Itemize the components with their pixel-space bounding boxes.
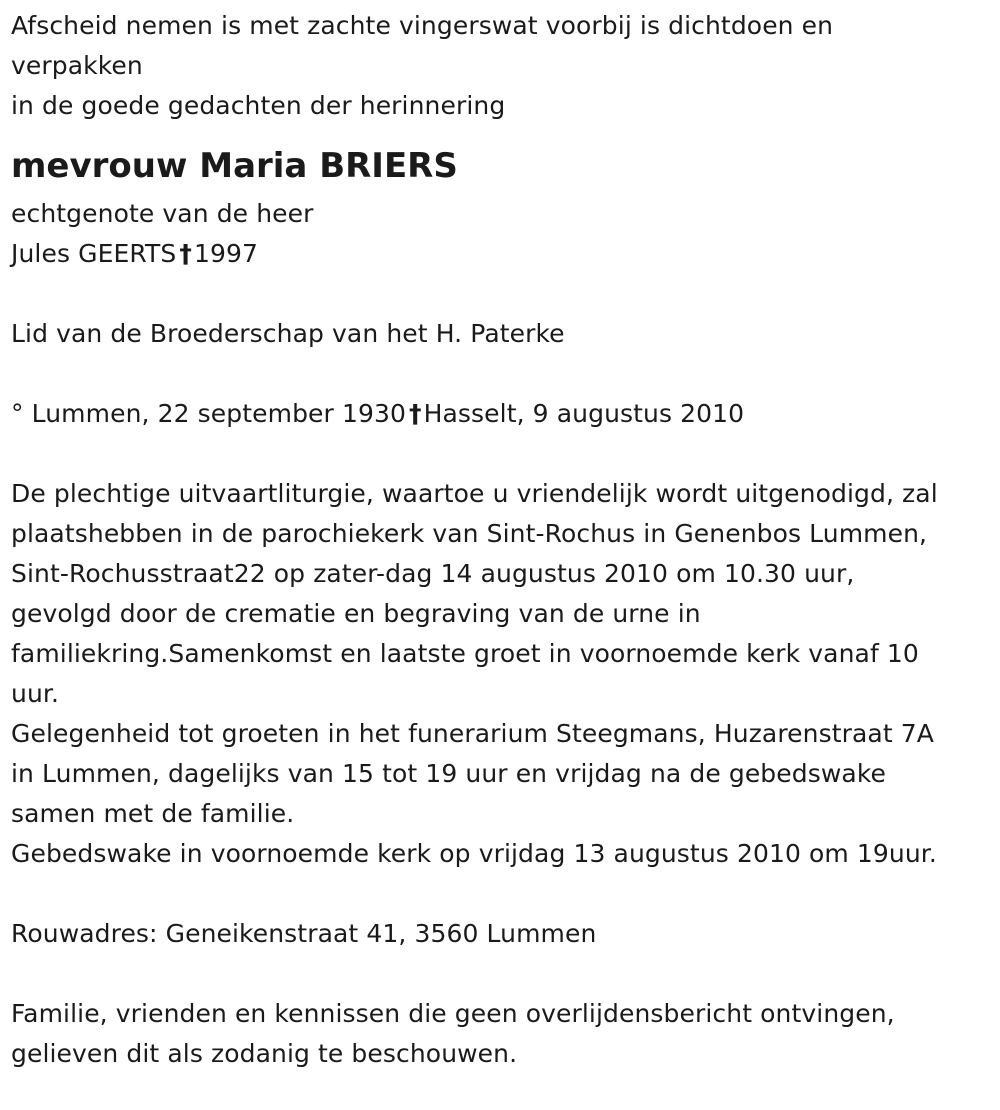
ceremony-line: familiekring.Samenkomst en laatste groet in voornoemde kerk vanaf 10 [11,639,919,668]
life-dates [11,394,996,434]
spacer [11,874,996,914]
ceremony-line: Gebedswake in voornoemde kerk op vrijdag 13 augustus 2010 om 19uur. [11,839,937,868]
poem-line: verpakken [11,51,143,80]
closing-line: gelieven dit als zodanig te beschouwen. [11,1039,518,1068]
ceremony-line: in Lummen, dagelijks van 15 tot 19 uur en vrijdag na de gebedswake [11,759,886,788]
cross-icon: † [408,399,422,428]
spacer [11,354,996,394]
spouse-info [11,234,996,274]
death-info: Hasselt, 9 augustus 2010 [423,399,745,428]
spacer [11,434,996,474]
spouse-name: Jules GEERTS [11,239,177,268]
closing-note [11,994,996,1074]
membership: Lid van de Broederschap van het H. Paterke [11,319,565,348]
cross-icon: † [179,239,192,268]
ceremony-line: Gelegenheid tot groeten in het funerarium Steegmans, Huzarenstraat 7A [11,719,934,748]
poem [11,6,996,126]
ceremony-line: uur. [11,679,60,708]
mourning-address: Rouwadres: Geneikenstraat 41, 3560 Lummen [11,919,597,948]
ceremony-line: Sint-Rochusstraat22 op zater-dag 14 augustus 2010 om 10.30 uur, [11,559,855,588]
poem-line: in de goede gedachten der herinnering [11,91,506,120]
birth-info: ° Lummen, 22 september 1930 [11,399,406,428]
ceremony-line: De plechtige uitvaartliturgie, waartoe u vriendelijk wordt uitgenodigd, zal [11,479,938,508]
ceremony-line: samen met de familie. [11,799,295,828]
obituary-notice [11,6,996,1074]
deceased-name: mevrouw Maria BRIERS [11,146,458,186]
ceremony-line: gevolgd door de crematie en begraving van de urne in [11,599,701,628]
closing-line: Familie, vrienden en kennissen die geen overlijdensbericht ontvingen, [11,999,895,1028]
spouse-line: echtgenote van de heer [11,199,314,228]
ceremony-line: plaatshebben in de parochiekerk van Sint-Rochus in Genenbos Lummen, [11,519,928,548]
spacer [11,954,996,994]
ceremony-details [11,474,996,874]
spacer [11,274,996,314]
spouse-death-year: 1997 [193,239,259,268]
poem-line: Afscheid nemen is met zachte vingerswat voorbij is dichtdoen en [11,11,834,40]
